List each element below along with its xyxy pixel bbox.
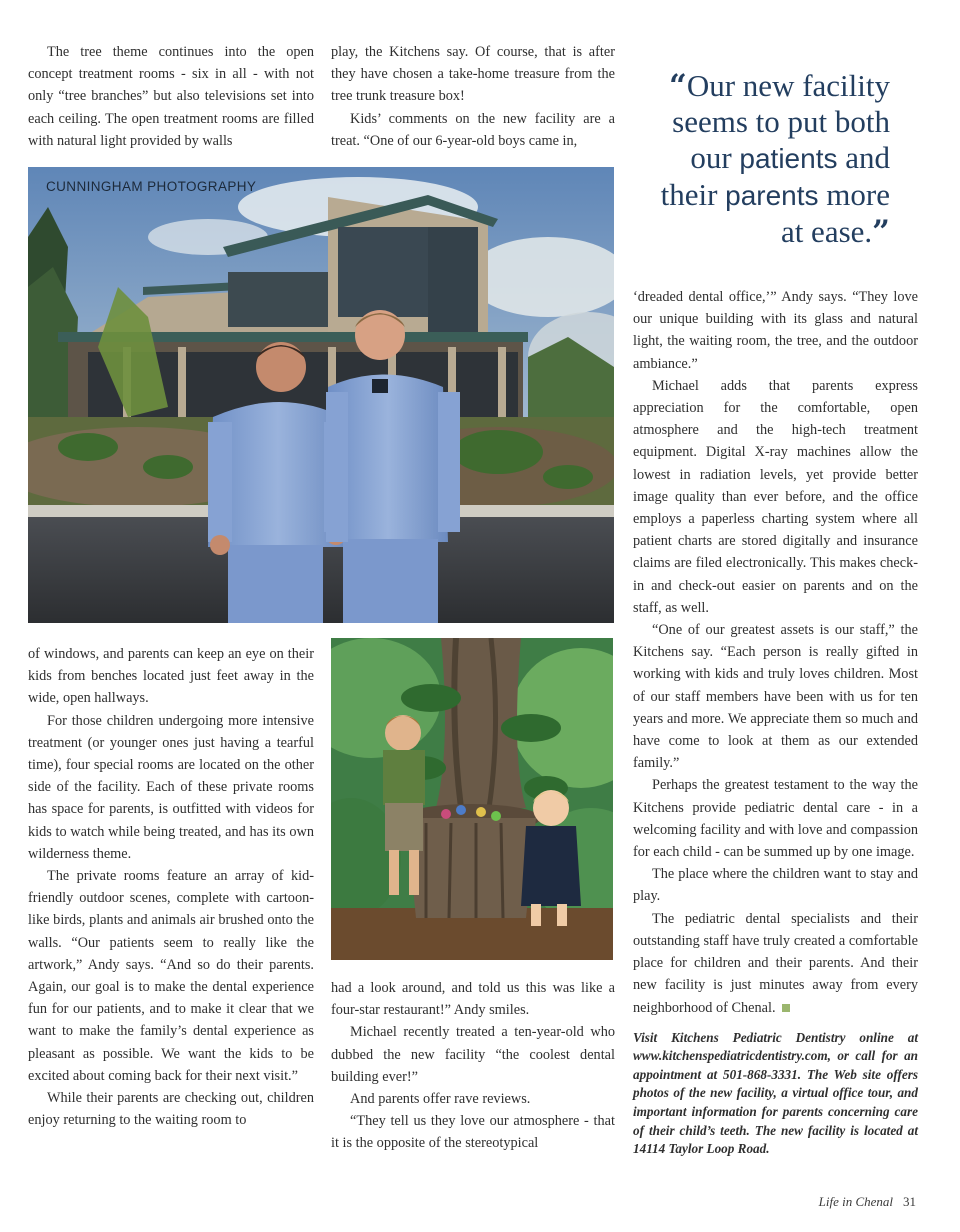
paragraph: Kids’ comments on the new facility are a treat. “One of our 6-year-old boys came in,	[331, 110, 615, 149]
paragraph: “They tell us they love our atmosphere - that it is the opposite of the stereotypical	[331, 1113, 615, 1152]
end-mark-icon	[782, 1004, 790, 1012]
publication-name: Life in Chenal	[818, 1194, 893, 1209]
visit-info: Visit Kitchens Pediatric Dentistry online at www.kitchenspediatricdentistry.com, or call for an appointment at 501-868-3331. The Web site offers photos of the new facility, a virtual office tour, and important information for parents concerning care of their child’s teeth. The new facility is located at 14114 Taylor Loop Road.	[633, 1029, 918, 1157]
paragraph: For those children undergoing more intensive treatment (or younger ones just having a tearful time), four special rooms are located on the other side of the facility. Each of these private rooms has space for parents, is outfitted with videos for kids to watch while being treated, and has its own wilderness theme.	[28, 712, 314, 862]
article-column-1-bottom	[28, 643, 314, 1131]
paragraph: play, the Kitchens say. Of course, that is after they have chosen a take-home treasure from the tree trunk treasure box!	[331, 44, 615, 105]
article-column-1-top	[28, 41, 314, 152]
paragraph: Perhaps the greatest testament to the way the Kitchens provide pediatric dental care - in a welcoming facility and with love and compassion for each child - can be summed up by one image.	[633, 777, 918, 861]
final-paragraph-text: The pediatric dental specialists and their outstanding staff have truly created a comfortable place for children and their parents. And their new facility is just minutes away from every neighborhood of Chenal.	[633, 910, 918, 1016]
paragraph: While their parents are checking out, children enjoy returning to the waiting room to	[28, 1090, 314, 1129]
pull-quote	[640, 68, 890, 250]
pull-quote-text: more at ease.	[780, 177, 890, 249]
pull-quote-text: and their	[660, 140, 890, 212]
treasure-tree-photo-illustration	[331, 638, 613, 960]
paragraph: of windows, and parents can keep an eye on their kids from benches located just feet away in the wide, open hallways.	[28, 646, 314, 707]
building-photo	[28, 167, 614, 623]
paragraph: had a look around, and told us this was like a four-star restaurant!” Andy smiles.	[331, 980, 615, 1019]
page-footer	[819, 1194, 916, 1210]
building-photo-illustration	[28, 167, 614, 623]
paragraph: The private rooms feature an array of kid-friendly outdoor scenes, complete with cartoon-like birds, plants and animals air brushed onto the walls. “Our patients seem to really like the artwork,” Andy says. “And so do their parents. Again, our goal is to make the dental experience fun for our patients, and to make it clear that we want to make the family’s dental experience as pleasant as possible. We want the kids to be excited about coming back for their next visit.”	[28, 868, 314, 1084]
pull-quote-emphasis: parents	[725, 180, 819, 211]
paragraph: And parents offer rave reviews.	[350, 1091, 531, 1108]
article-column-3	[633, 286, 918, 1159]
photo-credit: CUNNINGHAM PHOTOGRAPHY	[46, 179, 257, 194]
paragraph: Michael recently treated a ten-year-old who dubbed the new facility “the coolest dental building ever!”	[331, 1024, 615, 1085]
paragraph-final	[633, 908, 918, 1019]
close-quote-mark: ”	[872, 214, 890, 250]
open-quote-mark: “	[669, 68, 687, 104]
page-number: 31	[903, 1194, 916, 1209]
treasure-tree-photo	[331, 638, 613, 960]
paragraph: Michael adds that parents express appreciation for the comfortable, open atmosphere and the high-tech treatment equipment. Digital X-ray machines allow the lowest in radiation levels, yet provide better image quality than ever before, and the office employs a paperless charting system where all patient charts are stored digitally and insurance claims are filed electronically. This makes check-in and check-out easier on parents and on the staff, as well.	[633, 377, 918, 616]
article-column-2-top	[331, 41, 615, 152]
pull-quote-text: Our new facility seems to put both our	[672, 68, 890, 175]
pull-quote-emphasis: patients	[739, 143, 838, 174]
paragraph: The tree theme continues into the open concept treatment rooms - six in all - with not only “tree branches” but also televisions set into each ceiling. The open treatment rooms are filled with natural light provided by walls	[28, 44, 314, 149]
article-column-2-bottom	[331, 977, 615, 1155]
paragraph: “One of our greatest assets is our staff,” the Kitchens say. “Each person is really gifted in working with kids and truly loves children. Most of our staff members have been with us for ten years and more. We appreciate them so much and have come to look at them as our extended family.”	[633, 622, 918, 772]
paragraph: ‘dreaded dental office,’” Andy says. “They love our unique building with its glass and natural light, the waiting room, the tree, and the outdoor ambiance.”	[633, 289, 918, 372]
paragraph: The place where the children want to stay and play.	[633, 866, 918, 905]
